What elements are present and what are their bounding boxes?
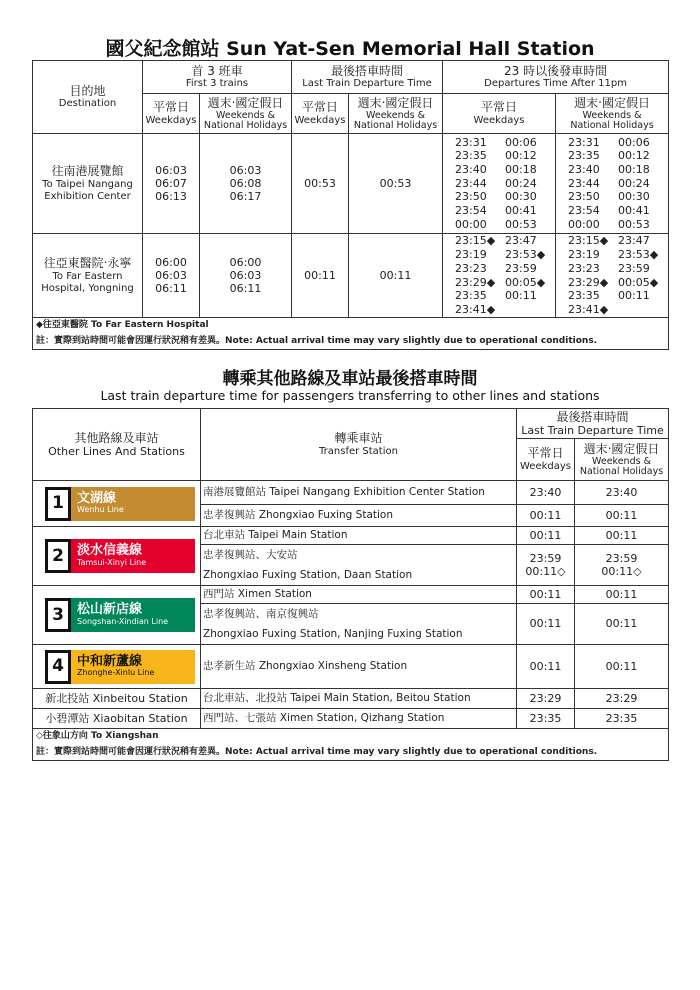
- departure-time: 00:53: [618, 217, 650, 231]
- tamsui-xinyi-line-badge: 2 淡水信義線 Tamsui-Xinyi Line: [45, 539, 195, 573]
- departure-time: 00:05◆: [618, 275, 659, 289]
- page-title: 國父紀念館站 Sun Yat-Sen Memorial Hall Station: [105, 38, 595, 60]
- transfer-station-cell: 台北車站 Taipei Main Station: [201, 527, 517, 545]
- weekday-header: 平常日 Weekdays: [143, 94, 200, 134]
- departure-time: 23:19: [568, 248, 600, 262]
- table-row: [33, 527, 669, 545]
- after-weekend-cell: [556, 234, 669, 318]
- departure-time: 23:40: [568, 162, 600, 176]
- weekend-time-cell: 23:59 00:11◇: [575, 545, 669, 586]
- weekend-time-cell: 00:11: [575, 604, 669, 645]
- last-train-header: 最後搭車時間 Last Train Departure Time: [517, 409, 669, 439]
- after-weekend-cell: [556, 134, 669, 234]
- departure-time: 23:47: [505, 234, 537, 248]
- wenhu-line-badge: 1 文湖線 Wenhu Line: [45, 487, 195, 521]
- transfer-table: [32, 408, 669, 761]
- legend-note: ◇往象山方向 To Xiangshan: [33, 729, 669, 745]
- departure-time: 00:11: [505, 289, 537, 303]
- transfer-station-cell: 忠孝復興站、大安站 Zhongxiao Fuxing Station, Daan Station: [201, 545, 517, 586]
- weekday-time-cell: 00:11: [517, 604, 575, 645]
- departure-time: 23:23: [455, 261, 487, 275]
- weekday-time-cell: 23:29: [517, 689, 575, 709]
- last-train-header: 最後搭車時間 Last Train Departure Time: [292, 61, 443, 94]
- table-row: [33, 689, 669, 709]
- departure-time: 23:53◆: [505, 248, 546, 262]
- transfer-station-cell: 西門站 Ximen Station: [201, 586, 517, 604]
- weekend-header: 週末‧國定假日 Weekends & National Holidays: [200, 94, 292, 134]
- weekend-time-cell: 23:29: [575, 689, 669, 709]
- table-row: [33, 234, 669, 318]
- departure-time: 23:53◆: [618, 248, 659, 262]
- line-badge-cell: [33, 527, 201, 586]
- departure-time: 23:59: [505, 261, 537, 275]
- departure-time: 00:00: [568, 217, 600, 231]
- departure-time: 00:12: [618, 149, 650, 163]
- departure-time: 23:19: [455, 248, 487, 262]
- departure-time: 00:05◆: [505, 275, 546, 289]
- transfer-station-header: 轉乘車站 Transfer Station: [201, 409, 517, 481]
- destination-header: 目的地 Destination: [33, 61, 143, 134]
- destination-cell: 往亞東醫院‧永寧 To Far Eastern Hospital, Yongning: [33, 234, 143, 318]
- departure-table: [32, 60, 669, 350]
- departure-time: 23:54: [568, 204, 600, 218]
- weekday-time-cell: 00:11: [517, 505, 575, 527]
- first-weekday-cell: 06:00 06:03 06:11: [143, 234, 200, 318]
- table-row: [33, 709, 669, 729]
- line-badge-cell: [33, 645, 201, 689]
- other-station-cell: 小碧潭站 Xiaobitan Station: [33, 709, 201, 729]
- departure-time: 23:35: [455, 289, 487, 303]
- weekend-time-cell: 00:11: [575, 527, 669, 545]
- departure-time: 23:15◆: [568, 234, 609, 248]
- departure-time: 00:12: [505, 149, 537, 163]
- last-weekday-cell: 00:53: [292, 134, 349, 234]
- departure-time: 00:06: [505, 135, 537, 149]
- weekend-header: 週末‧國定假日 Weekends & National Holidays: [556, 94, 669, 134]
- last-weekend-cell: 00:53: [349, 134, 443, 234]
- after-weekday-cell: [443, 134, 556, 234]
- departure-time: 23:44: [455, 176, 487, 190]
- table-row: [33, 481, 669, 505]
- other-lines-header: 其他路線及車站 Other Lines And Stations: [33, 409, 201, 481]
- departure-time: 23:35: [568, 149, 600, 163]
- weekday-time-cell: 00:11: [517, 645, 575, 689]
- departure-time: 00:11: [618, 289, 650, 303]
- arrival-note: 註：實際到站時間可能會因運行狀況稍有差異。Note: Actual arrival time may vary slightly due to operational conditions.: [33, 334, 669, 350]
- departure-time: 23:31: [568, 135, 600, 149]
- departure-time: 23:54: [455, 204, 487, 218]
- after-11pm-header: 23 時以後發車時間 Departures Time After 11pm: [443, 61, 669, 94]
- weekday-header: 平常日 Weekdays: [292, 94, 349, 134]
- departure-time: 00:00: [455, 217, 487, 231]
- departure-time: 23:31: [455, 135, 487, 149]
- first-weekend-cell: 06:03 06:08 06:17: [200, 134, 292, 234]
- departure-time: 23:41◆: [455, 302, 496, 316]
- weekday-time-cell: 23:40: [517, 481, 575, 505]
- section-title: 轉乘其他路線及車站最後搭車時間: [222, 369, 478, 389]
- departure-time: [618, 303, 668, 317]
- transfer-station-cell: 忠孝新生站 Zhongxiao Xinsheng Station: [201, 645, 517, 689]
- first-trains-header: 首 3 班車 First 3 trains: [143, 61, 292, 94]
- first-weekend-cell: 06:00 06:03 06:11: [200, 234, 292, 318]
- departure-time: 00:06: [618, 135, 650, 149]
- weekend-time-cell: 00:11: [575, 505, 669, 527]
- departure-time: 23:23: [568, 261, 600, 275]
- songshan-xindian-line-badge: 3 松山新店線 Songshan-Xindian Line: [45, 598, 195, 632]
- other-station-cell: 新北投站 Xinbeitou Station: [33, 689, 201, 709]
- departure-time: 23:47: [618, 234, 650, 248]
- departure-time: 00:41: [618, 204, 650, 218]
- legend-note: ◆往亞東醫院 To Far Eastern Hospital: [33, 318, 669, 334]
- weekend-header: 週末‧國定假日 Weekends & National Holidays: [349, 94, 443, 134]
- departure-time: 00:24: [618, 176, 650, 190]
- table-row: [33, 586, 669, 604]
- departure-time: 00:18: [505, 162, 537, 176]
- last-weekday-cell: 00:11: [292, 234, 349, 318]
- first-weekday-cell: 06:03 06:07 06:13: [143, 134, 200, 234]
- transfer-station-cell: 西門站、七張站 Ximen Station, Qizhang Station: [201, 709, 517, 729]
- departure-time: 23:44: [568, 176, 600, 190]
- zhonghe-xinlu-line-badge: 4 中和新蘆線 Zhonghe-Xinlu Line: [45, 650, 195, 684]
- departure-time: 23:35: [568, 289, 600, 303]
- weekend-header: 週末‧國定假日 Weekends & National Holidays: [575, 439, 669, 481]
- table-row: [33, 645, 669, 689]
- last-weekend-cell: 00:11: [349, 234, 443, 318]
- departure-time: 23:41◆: [568, 302, 609, 316]
- departure-time: 23:35: [455, 149, 487, 163]
- departure-time: 23:50: [568, 190, 600, 204]
- weekend-time-cell: 00:11: [575, 586, 669, 604]
- weekday-time-cell: 00:11: [517, 527, 575, 545]
- departure-time: 00:30: [505, 190, 537, 204]
- weekday-header: 平常日 Weekdays: [443, 94, 556, 134]
- transfer-station-cell: 台北車站、北投站 Taipei Main Station, Beitou Station: [201, 689, 517, 709]
- transfer-station-cell: 忠孝復興站、南京復興站 Zhongxiao Fuxing Station, Nanjing Fuxing Station: [201, 604, 517, 645]
- weekend-time-cell: 00:11: [575, 645, 669, 689]
- arrival-note: 註：實際到站時間可能會因運行狀況稍有差異。Note: Actual arrival time may vary slightly due to operational conditions.: [33, 745, 669, 761]
- departure-time: 00:18: [618, 162, 650, 176]
- departure-time: 00:53: [505, 217, 537, 231]
- weekday-time-cell: 23:35: [517, 709, 575, 729]
- line-badge-cell: [33, 586, 201, 645]
- departure-time: 23:29◆: [568, 275, 609, 289]
- after-weekday-cell: [443, 234, 556, 318]
- destination-cell: 往南港展覽館 To Taipei Nangang Exhibition Center: [33, 134, 143, 234]
- transfer-station-cell: 忠孝復興站 Zhongxiao Fuxing Station: [201, 505, 517, 527]
- weekend-time-cell: 23:40: [575, 481, 669, 505]
- weekday-time-cell: 00:11: [517, 586, 575, 604]
- transfer-station-cell: 南港展覽館站 Taipei Nangang Exhibition Center Station: [201, 481, 517, 505]
- section-subtitle: Last train departure time for passengers transferring to other lines and stations: [100, 388, 600, 403]
- weekend-time-cell: 23:35: [575, 709, 669, 729]
- table-row: [33, 134, 669, 234]
- departure-time: 23:15◆: [455, 234, 496, 248]
- departure-time: 00:30: [618, 190, 650, 204]
- departure-time: 00:24: [505, 176, 537, 190]
- weekday-time-cell: 23:59 00:11◇: [517, 545, 575, 586]
- departure-time: 23:40: [455, 162, 487, 176]
- line-badge-cell: [33, 481, 201, 527]
- departure-time: 23:59: [618, 261, 650, 275]
- departure-time: [505, 303, 555, 317]
- weekday-header: 平常日 Weekdays: [517, 439, 575, 481]
- departure-time: 00:41: [505, 204, 537, 218]
- departure-time: 23:50: [455, 190, 487, 204]
- departure-time: 23:29◆: [455, 275, 496, 289]
